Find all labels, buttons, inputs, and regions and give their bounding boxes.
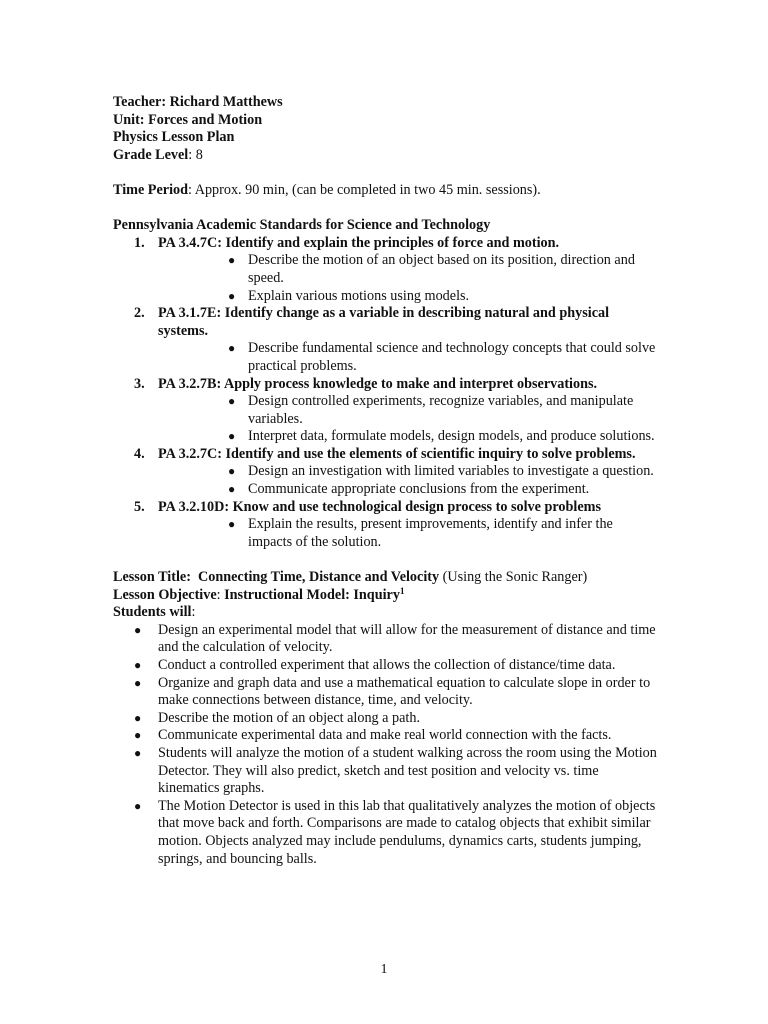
plan-title: Physics Lesson Plan [113, 129, 235, 146]
unit-label: Unit: [113, 111, 145, 128]
standard-bullet [158, 463, 658, 481]
lesson-title-value: Connecting Time, Distance and Velocity [198, 569, 440, 586]
objective-item [113, 745, 658, 798]
bullet-icon: ● [134, 658, 142, 672]
lesson-plan-body [113, 94, 658, 868]
standard-title: PA 3.2.7B: Apply process knowledge to make and interpret observations. [158, 375, 598, 392]
lesson-objective-line: Lesson Objective: Instructional Model: Inquiry$^1$ [113, 585, 405, 603]
standard-bullet-text: Design an investigation with limited variables to investigate a question. [248, 463, 654, 480]
objective-item [113, 622, 658, 657]
standard-item [113, 305, 658, 375]
unit-line [113, 112, 658, 130]
lesson-title-line [113, 569, 658, 587]
bullet-icon: ● [134, 798, 142, 813]
standard-bullets [158, 516, 658, 551]
bullet-icon: ● [134, 675, 142, 690]
standard-item [113, 376, 658, 446]
standards-list [113, 235, 658, 552]
grade-line [113, 147, 658, 165]
standard-bullet [158, 252, 658, 287]
bullet-icon: ● [228, 482, 236, 497]
grade-value: : 8 [188, 146, 203, 163]
objective-text: Design an experimental model that will allow for the measurement of distance and time and the calculation of velocity. [158, 621, 656, 656]
standard-bullet [158, 340, 658, 375]
standard-item [113, 235, 658, 305]
objective-text: Students will analyze the motion of a student walking across the room using the Motion Detector. They will also predict, sketch and test position and velocity vs. time kinematics graphs. [158, 744, 657, 797]
standard-item [113, 499, 658, 552]
standard-bullet [158, 481, 658, 499]
standard-number: 2. [134, 305, 145, 322]
time-period-label: Time Period [113, 181, 188, 198]
bullet-icon: ● [134, 728, 142, 743]
lesson-objective-value: Instructional Model: Inquiry [224, 586, 400, 603]
spacer [113, 164, 658, 182]
standard-bullet [158, 288, 658, 306]
teacher-label: Teacher: [113, 94, 167, 110]
standard-title: PA 3.2.10D: Know and use technological design process to solve problems [158, 498, 601, 515]
objectives-list [113, 622, 658, 868]
lesson-title-label: Lesson Title: [113, 569, 191, 586]
bullet-icon: ● [228, 341, 236, 356]
objective-item [113, 657, 658, 675]
standard-bullet-text: Interpret data, formulate models, design models, and produce solutions. [248, 428, 655, 445]
time-period-value: : Approx. 90 min, (can be completed in two 45 min. sessions). [188, 181, 541, 198]
standard-item [113, 446, 658, 499]
bullet-icon: ● [228, 464, 236, 479]
standard-number: 3. [134, 375, 145, 392]
standard-bullet-text: Communicate appropriate conclusions from the experiment. [248, 481, 590, 498]
bullet-icon: ● [228, 288, 236, 303]
standard-bullet [158, 428, 658, 446]
spacer [113, 200, 658, 218]
bullet-icon: ● [228, 429, 236, 444]
unit-name: Forces and Motion [148, 111, 263, 128]
standard-bullet-text: Explain various motions using models. [248, 287, 470, 304]
standard-bullets [158, 463, 658, 498]
bullet-icon: ● [228, 394, 236, 409]
standard-bullets [158, 252, 658, 305]
objective-item [113, 675, 658, 710]
time-period-line [113, 182, 658, 200]
standard-number: 4. [134, 445, 145, 462]
bullet-icon: ● [134, 622, 142, 637]
objective-item [113, 798, 658, 868]
objective-item [113, 710, 658, 728]
standard-bullets [158, 340, 658, 375]
standard-bullet-text: Describe the motion of an object based on its position, direction and speed. [248, 252, 635, 286]
page-number: 1 [380, 962, 388, 977]
grade-label: Grade Level [113, 146, 189, 163]
standard-bullet [158, 393, 658, 428]
bullet-icon: ● [228, 253, 236, 268]
standard-number: 5. [134, 498, 145, 515]
lesson-objective-label: Lesson Objective [113, 586, 217, 603]
spacer [113, 551, 658, 569]
bullet-icon: ● [134, 710, 142, 725]
lesson-title-note: (Using the Sonic Ranger) [442, 569, 588, 586]
objective-text: The Motion Detector is used in this lab that qualitatively analyzes the motion of objects that move back and forth. Comparisons are made to catalog objects that exhibit similar motion. Objects analyzed may include pendulums, dynamics carts, students jumping, springs, and bouncing balls. [158, 797, 656, 867]
standard-bullet [158, 516, 658, 551]
objective-text: Organize and graph data and use a mathematical equation to calculate slope in order to make connections between distance, time, and velocity. [158, 674, 651, 709]
standard-bullet-text: Design controlled experiments, recognize variables, and manipulate variables. [248, 393, 634, 427]
footnote-marker: 1 [399, 585, 405, 596]
bullet-icon: ● [134, 745, 142, 760]
objective-item [113, 727, 658, 745]
standard-bullet-text: Describe fundamental science and technology concepts that could solve practical problems. [248, 340, 656, 374]
standard-bullet-text: Explain the results, present improvements, identify and infer the impacts of the solution. [248, 516, 613, 550]
teacher-line [113, 94, 658, 112]
teacher-name: Richard Matthews [169, 94, 283, 110]
standard-title: PA 3.1.7E: Identify change as a variable in describing natural and physical systems. [158, 305, 610, 339]
standard-title: PA 3.2.7C: Identify and use the elements of scientific inquiry to solve problems. [158, 445, 636, 462]
standards-heading: Pennsylvania Academic Standards for Science and Technology [113, 217, 491, 234]
standard-title: PA 3.4.7C: Identify and explain the principles of force and motion. [158, 234, 560, 251]
standard-bullets [158, 393, 658, 446]
objective-text: Communicate experimental data and make real world connection with the facts. [158, 727, 612, 744]
students-will-line: Students will: [113, 604, 196, 621]
standard-number: 1. [134, 234, 145, 251]
bullet-icon: ● [228, 517, 236, 532]
objective-text: Conduct a controlled experiment that allows the collection of distance/time data. [158, 657, 616, 673]
objective-text: Describe the motion of an object along a path. [158, 709, 420, 726]
students-will-label: Students will [113, 604, 192, 621]
